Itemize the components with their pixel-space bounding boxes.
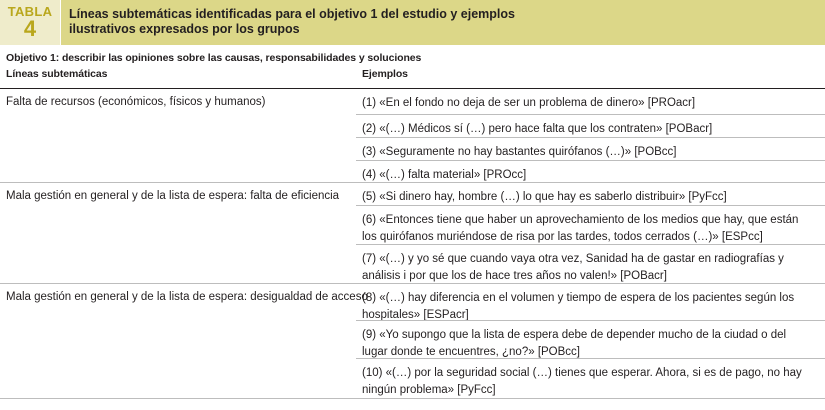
subtheme-cell: Falta de recursos (económicos, físicos y humanos) bbox=[6, 96, 266, 108]
subtheme-cell: Mala gestión en general y de la lista de espera: falta de eficiencia bbox=[6, 190, 340, 202]
objective-subtitle: Objetivo 1: describir las opiniones sobre las causas, responsabilidades y soluciones bbox=[6, 52, 422, 64]
example-cell: (2) «(…) Médicos sí (…) pero hace falta que los contraten» [POBacr] bbox=[362, 123, 713, 135]
table-header bbox=[0, 0, 825, 45]
table-row bbox=[0, 88, 825, 114]
table-row bbox=[0, 160, 825, 182]
example-cell: (7) «(…) y yo sé que cuando vaya otra vez, Sanidad ha de gastar en radiografías y análisis i por que los de hace tres años no valen!» [POBacr] bbox=[362, 253, 784, 282]
example-cell: (3) «Seguramente no hay bastantes quirófanos (…)» [POBcc] bbox=[362, 146, 677, 158]
table-title bbox=[61, 0, 825, 45]
example-cell: (9) «Yo supongo que la lista de espera debe de depender mucho de la ciudad o del lugar donde te encuentres, ¿no?» [POBcc] bbox=[362, 329, 787, 358]
table-row bbox=[0, 137, 825, 159]
column-header-subthemes: Líneas subtemáticas bbox=[6, 68, 108, 80]
table-title-line-1: Líneas subtemáticas identificadas para el objetivo 1 del estudio y ejemplos bbox=[69, 7, 515, 21]
table-title-line-2: ilustrativos expresados por los grupos bbox=[69, 22, 300, 36]
table-row bbox=[0, 244, 825, 283]
column-header-examples: Ejemplos bbox=[362, 68, 408, 80]
table-row bbox=[0, 205, 825, 244]
table-row bbox=[0, 358, 825, 398]
table-label-box bbox=[0, 0, 60, 45]
table-number: 4 bbox=[23, 16, 37, 41]
table-bottom-rule bbox=[0, 398, 825, 399]
table-row bbox=[0, 283, 825, 320]
table-row bbox=[0, 320, 825, 358]
example-cell: (5) «Si dinero hay, hombre (…) lo que hay es saberlo distribuir» [PyFcc] bbox=[362, 191, 727, 203]
example-cell: (6) «Entonces tiene que haber un aprovechamiento de los medios que hay, que están los quirófanos muriéndose de risa por las tardes, todos cerrados (…)» [ESPcc] bbox=[362, 214, 799, 243]
example-cell: (1) «En el fondo no deja de ser un problema de dinero» [PROacr] bbox=[362, 97, 696, 109]
subtheme-cell: Mala gestión en general y de la lista de espera: desigualdad de acceso bbox=[6, 291, 368, 303]
table-row bbox=[0, 182, 825, 205]
table-row bbox=[0, 114, 825, 136]
example-cell: (4) «(…) falta material» [PROcc] bbox=[362, 169, 527, 181]
example-cell: (8) «(…) hay diferencia en el volumen y tiempo de espera de los pacientes según los hospitales» [ESPacr] bbox=[362, 292, 795, 321]
table-label: TABLA bbox=[7, 4, 53, 19]
example-cell: (10) «(…) por la seguridad social (…) tienes que esperar. Ahora, si es de pago, no hay ningún problema» [PyFcc] bbox=[362, 367, 802, 396]
